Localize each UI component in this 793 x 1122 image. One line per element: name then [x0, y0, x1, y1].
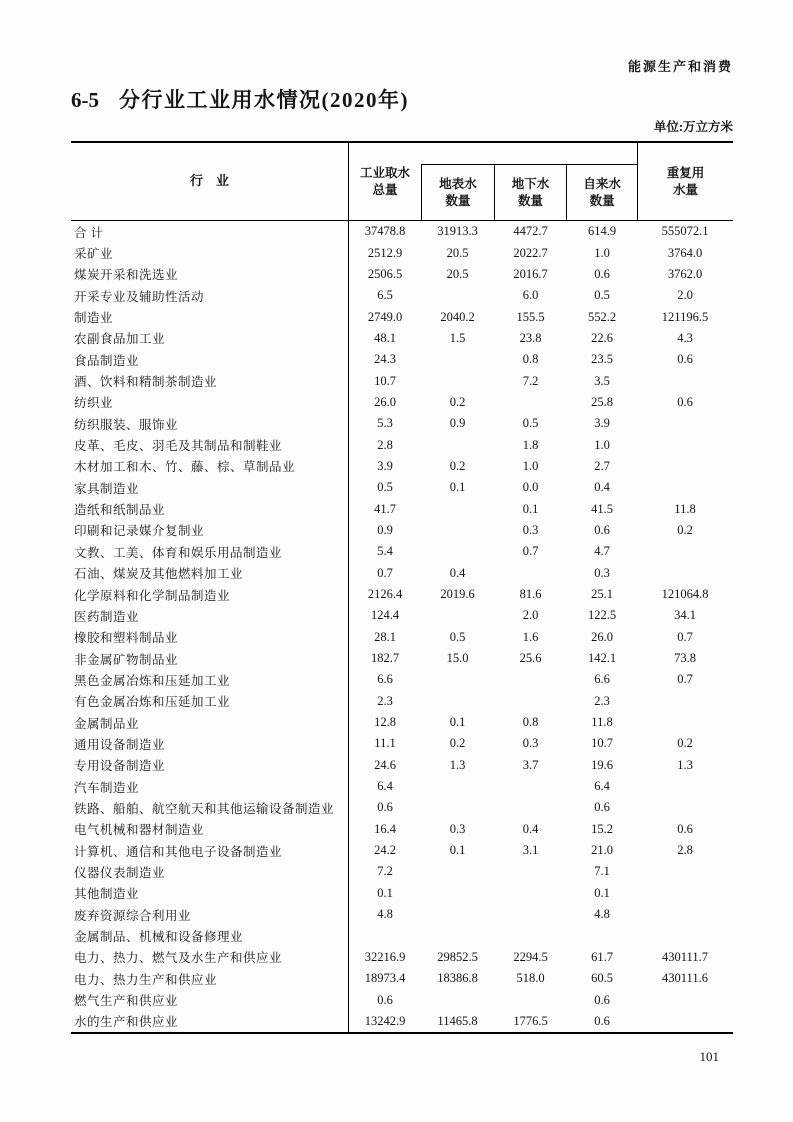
reused-water-cell: 73.8 [674, 651, 696, 666]
water-usage-table [71, 141, 733, 1034]
reused-water-cell [637, 691, 733, 712]
table-row [71, 328, 733, 349]
tap-water-cell: 0.5 [594, 288, 610, 303]
ground-water-cell: 3.7 [522, 757, 539, 772]
industry-name-cell: 家具制造业 [71, 477, 349, 498]
table-row [71, 627, 733, 648]
surface-water-cell [421, 776, 494, 797]
reused-water-cell: 0.7 [677, 629, 693, 644]
industry-name-cell: 纺织业 [71, 392, 349, 413]
surface-water-cell [421, 434, 494, 455]
total-withdrawal-cell: 0.6 [377, 800, 393, 815]
industry-name-cell: 纺织服装、服饰业 [71, 413, 349, 434]
ground-water-cell [494, 669, 567, 690]
industry-name-cell: 通用设备制造业 [71, 733, 349, 754]
industry-name-cell: 汽车制造业 [71, 776, 349, 797]
ground-water-cell [494, 797, 567, 818]
ground-water-cell: 0.4 [522, 821, 539, 836]
reused-water-cell [637, 1011, 733, 1032]
surface-water-cell [421, 925, 494, 946]
reused-water-cell [637, 413, 733, 434]
tap-water-cell: 25.8 [591, 394, 613, 409]
reused-water-cell [637, 883, 733, 904]
table-row [71, 242, 733, 263]
header-line: 自来水 [583, 177, 621, 192]
table-row [71, 755, 733, 776]
total-withdrawal-cell: 0.6 [377, 992, 393, 1007]
industry-name-cell: 金属制品、机械和设备修理业 [71, 925, 349, 946]
ground-water-cell: 0.3 [522, 522, 539, 537]
column-header-total-withdrawal [349, 143, 421, 220]
reused-water-cell: 11.8 [674, 501, 696, 516]
industry-name-cell: 有色金属冶炼和压延加工业 [71, 691, 349, 712]
ground-water-cell [494, 989, 567, 1010]
reused-water-cell [637, 712, 733, 733]
tap-water-cell: 2.7 [594, 458, 610, 473]
total-withdrawal-cell: 2512.9 [367, 245, 403, 260]
reused-water-cell [637, 456, 733, 477]
tap-water-cell: 61.7 [591, 949, 613, 964]
industry-name-cell: 煤炭开采和洗选业 [71, 264, 349, 285]
page-number: 101 [699, 1049, 719, 1065]
surface-water-cell: 31913.3 [437, 224, 478, 239]
reused-water-cell [637, 861, 733, 882]
surface-water-cell: 0.5 [449, 629, 466, 644]
tap-water-cell: 0.4 [594, 480, 610, 495]
ground-water-cell: 0.7 [522, 544, 539, 559]
column-header-tap-water [567, 165, 637, 220]
surface-water-cell [421, 605, 494, 626]
ground-water-cell: 23.8 [519, 330, 542, 345]
ground-water-cell: 0.1 [522, 501, 539, 516]
table-row [71, 498, 733, 519]
surface-water-cell: 1.3 [449, 757, 466, 772]
table-row [71, 456, 733, 477]
tap-water-cell: 10.7 [591, 736, 613, 751]
surface-water-cell: 29852.5 [437, 949, 478, 964]
total-withdrawal-cell: 0.7 [377, 565, 393, 580]
total-withdrawal-cell: 6.5 [377, 288, 393, 303]
ground-water-cell: 81.6 [519, 587, 542, 602]
total-withdrawal-cell: 2.3 [377, 693, 393, 708]
tap-water-cell: 11.8 [591, 715, 613, 730]
surface-water-cell [421, 541, 494, 562]
ground-water-cell: 7.2 [522, 373, 539, 388]
page-title [71, 86, 733, 114]
header-line: 数量 [517, 193, 543, 208]
header-line: 总量 [372, 182, 398, 197]
table-body [71, 221, 733, 1032]
total-withdrawal-cell: 6.4 [377, 779, 393, 794]
total-withdrawal-cell: 11.1 [374, 736, 396, 751]
table-row [71, 477, 733, 498]
ground-water-cell: 518.0 [516, 971, 545, 986]
table-row [71, 264, 733, 285]
surface-water-cell: 0.1 [449, 715, 466, 730]
industry-name-cell: 电气机械和器材制造业 [71, 819, 349, 840]
industry-name-cell: 印刷和记录媒介复制业 [71, 520, 349, 541]
surface-water-cell [421, 669, 494, 690]
total-withdrawal-cell: 26.0 [374, 394, 396, 409]
total-withdrawal-cell: 48.1 [374, 330, 396, 345]
tap-water-cell: 122.5 [587, 608, 617, 623]
surface-water-cell [421, 520, 494, 541]
ground-water-cell: 0.8 [522, 715, 539, 730]
reused-water-cell: 2.0 [677, 288, 693, 303]
ground-water-cell: 25.6 [519, 651, 542, 666]
table-row [71, 413, 733, 434]
table-title-text: 分行业工业用水情况(2020年) [119, 88, 409, 112]
column-header-surface-water [422, 165, 495, 220]
total-withdrawal-cell: 0.1 [377, 885, 393, 900]
table-row [71, 648, 733, 669]
ground-water-cell [494, 691, 567, 712]
reused-water-cell: 1.3 [677, 757, 693, 772]
table-row [71, 861, 733, 882]
industry-name-cell: 铁路、船舶、航空航天和其他运输设备制造业 [71, 797, 349, 818]
tap-water-cell: 21.0 [591, 843, 613, 858]
industry-name-cell: 电力、热力生产和供应业 [71, 968, 349, 989]
table-row [71, 691, 733, 712]
reused-water-cell: 0.7 [677, 672, 693, 687]
industry-name-cell: 农副食品加工业 [71, 328, 349, 349]
sub-column-group [421, 164, 637, 220]
industry-name-cell: 木材加工和木、竹、藤、棕、草制品业 [71, 456, 349, 477]
ground-water-cell: 1776.5 [513, 1013, 548, 1028]
industry-name-cell: 仪器仪表制造业 [71, 861, 349, 882]
tap-water-cell: 142.1 [587, 651, 617, 666]
tap-water-cell: 3.9 [594, 416, 610, 431]
table-row [71, 733, 733, 754]
tap-water-cell: 23.5 [591, 352, 613, 367]
table-row [71, 285, 733, 306]
ground-water-cell: 4472.7 [513, 224, 548, 239]
reused-water-cell: 2.8 [677, 843, 693, 858]
surface-water-cell [421, 370, 494, 391]
total-withdrawal-cell: 0.5 [377, 480, 393, 495]
reused-water-cell [637, 541, 733, 562]
surface-water-cell: 0.2 [449, 394, 466, 409]
ground-water-cell [494, 776, 567, 797]
table-row [71, 989, 733, 1010]
surface-water-cell [421, 989, 494, 1010]
tap-water-cell: 15.2 [591, 821, 613, 836]
header-line: 数量 [589, 193, 615, 208]
ground-water-cell: 6.0 [522, 288, 539, 303]
industry-name-cell: 合 计 [71, 221, 349, 242]
tap-water-cell: 3.5 [594, 373, 610, 388]
total-withdrawal-cell: 4.8 [377, 907, 393, 922]
tap-water-cell: 4.8 [594, 907, 610, 922]
tap-water-cell: 60.5 [591, 971, 613, 986]
table-row [71, 904, 733, 925]
total-withdrawal-cell: 2506.5 [367, 266, 403, 281]
reused-water-cell [637, 434, 733, 455]
industry-name-cell: 专用设备制造业 [71, 755, 349, 776]
total-withdrawal-cell: 24.2 [374, 843, 396, 858]
surface-water-cell: 18386.8 [437, 971, 478, 986]
surface-water-cell: 0.1 [449, 480, 466, 495]
total-withdrawal-cell: 28.1 [374, 629, 396, 644]
surface-water-cell: 20.5 [446, 245, 469, 260]
tap-water-cell: 19.6 [591, 757, 613, 772]
tap-water-cell: 552.2 [587, 309, 617, 324]
ground-water-cell: 0.3 [522, 736, 539, 751]
tap-water-cell: 25.1 [591, 587, 613, 602]
surface-water-cell: 0.9 [449, 416, 466, 431]
industry-name-cell: 化学原料和化学制品制造业 [71, 584, 349, 605]
surface-water-cell [421, 904, 494, 925]
total-withdrawal-cell: 18973.4 [364, 971, 406, 986]
table-row [71, 584, 733, 605]
surface-water-cell: 15.0 [446, 651, 469, 666]
tap-water-cell: 614.9 [587, 224, 617, 239]
tap-water-cell: 0.6 [594, 1013, 610, 1028]
industry-name-cell: 金属制品业 [71, 712, 349, 733]
ground-water-cell: 2016.7 [513, 266, 548, 281]
page-content [71, 58, 733, 1065]
industry-name-cell: 其他制造业 [71, 883, 349, 904]
tap-water-cell: 22.6 [591, 330, 613, 345]
total-withdrawal-cell [349, 925, 421, 946]
table-row [71, 563, 733, 584]
surface-water-cell [421, 285, 494, 306]
industry-name-cell: 开采专业及辅助性活动 [71, 285, 349, 306]
industry-name-cell: 食品制造业 [71, 349, 349, 370]
tap-water-cell: 26.0 [591, 629, 613, 644]
reused-water-cell [637, 925, 733, 946]
surface-water-cell: 2019.6 [440, 587, 475, 602]
ground-water-cell: 0.8 [522, 352, 539, 367]
ground-water-cell [494, 925, 567, 946]
total-withdrawal-cell: 24.6 [374, 757, 396, 772]
surface-water-cell: 20.5 [446, 266, 469, 281]
table-header [71, 143, 733, 221]
reused-water-cell: 3762.0 [667, 266, 703, 281]
industry-name-cell: 水的生产和供应业 [71, 1011, 349, 1032]
industry-name-cell: 酒、饮料和精制茶制造业 [71, 370, 349, 391]
reused-water-cell: 121064.8 [661, 587, 709, 602]
table-row [71, 520, 733, 541]
table-row [71, 434, 733, 455]
table-row [71, 925, 733, 946]
table-row [71, 819, 733, 840]
ground-water-cell: 2294.5 [513, 949, 548, 964]
total-withdrawal-cell: 124.4 [370, 608, 400, 623]
total-withdrawal-cell: 3.9 [377, 458, 393, 473]
surface-water-cell: 0.4 [449, 565, 466, 580]
total-withdrawal-cell: 12.8 [374, 715, 396, 730]
header-line: 数量 [445, 193, 471, 208]
surface-water-cell [421, 883, 494, 904]
table-row [71, 947, 733, 968]
tap-water-cell: 0.6 [594, 800, 610, 815]
reused-water-cell: 430111.7 [662, 949, 708, 964]
tap-water-cell: 0.6 [594, 266, 610, 281]
table-row [71, 541, 733, 562]
table-row [71, 883, 733, 904]
table-row [71, 712, 733, 733]
table-row [71, 306, 733, 327]
table-row [71, 797, 733, 818]
surface-water-cell [421, 349, 494, 370]
table-row [71, 968, 733, 989]
total-withdrawal-cell: 32216.9 [364, 949, 406, 964]
table-row [71, 1011, 733, 1032]
industry-name-cell: 橡胶和塑料制品业 [71, 627, 349, 648]
industry-name-cell: 造纸和纸制品业 [71, 498, 349, 519]
tap-water-cell: 6.6 [594, 672, 610, 687]
reused-water-cell: 34.1 [674, 608, 696, 623]
table-row [71, 669, 733, 690]
surface-water-cell [421, 797, 494, 818]
industry-name-cell: 计算机、通信和其他电子设备制造业 [71, 840, 349, 861]
table-row [71, 392, 733, 413]
industry-name-cell: 非金属矿物制品业 [71, 648, 349, 669]
table-row [71, 349, 733, 370]
header-line: 地下水 [511, 177, 550, 192]
table-row [71, 221, 733, 242]
reused-water-cell: 0.6 [677, 394, 693, 409]
total-withdrawal-cell: 7.2 [377, 864, 393, 879]
total-withdrawal-cell: 182.7 [370, 651, 400, 666]
ground-water-cell: 1.6 [522, 629, 539, 644]
header-line: 水量 [672, 182, 698, 197]
column-header-ground-water [495, 165, 568, 220]
industry-name-cell: 废弃资源综合利用业 [71, 904, 349, 925]
ground-water-cell: 0.5 [522, 416, 539, 431]
table-number: 6-5 [71, 88, 99, 112]
table-row [71, 370, 733, 391]
tap-water-cell: 1.0 [594, 245, 610, 260]
surface-water-cell: 11465.8 [437, 1013, 478, 1028]
total-withdrawal-cell: 10.7 [374, 373, 396, 388]
chapter-header: 能源生产和消费 [627, 59, 733, 74]
reused-water-cell: 4.3 [677, 330, 693, 345]
ground-water-cell: 2022.7 [513, 245, 548, 260]
ground-water-cell [494, 883, 567, 904]
surface-water-cell: 0.2 [449, 458, 466, 473]
reused-water-cell: 3764.0 [667, 245, 703, 260]
column-header-reused-water [637, 143, 733, 220]
reused-water-cell [637, 776, 733, 797]
ground-water-cell: 0.0 [522, 480, 539, 495]
surface-water-cell: 0.1 [449, 843, 466, 858]
tap-water-cell: 4.7 [594, 544, 610, 559]
reused-water-cell: 0.6 [677, 352, 693, 367]
total-withdrawal-cell: 0.9 [377, 522, 393, 537]
ground-water-cell: 1.8 [522, 437, 539, 452]
ground-water-cell [494, 904, 567, 925]
unit-label: 单位:万立方米 [653, 120, 733, 134]
ground-water-cell: 2.0 [522, 608, 539, 623]
table-row [71, 605, 733, 626]
industry-name-cell: 医药制造业 [71, 605, 349, 626]
industry-name-cell: 制造业 [71, 306, 349, 327]
tap-water-cell: 0.1 [594, 885, 610, 900]
surface-water-cell [421, 861, 494, 882]
surface-water-cell: 2040.2 [440, 309, 475, 324]
surface-water-cell: 1.5 [449, 330, 466, 345]
ground-water-cell: 3.1 [522, 843, 539, 858]
header-line: 工业取水 [359, 166, 410, 181]
reused-water-cell: 0.6 [677, 821, 693, 836]
surface-water-cell [421, 691, 494, 712]
reused-water-cell [637, 797, 733, 818]
ground-water-cell: 1.0 [522, 458, 539, 473]
reused-water-cell [637, 477, 733, 498]
column-header-industry: 行 业 [71, 143, 349, 220]
total-withdrawal-cell: 13242.9 [364, 1013, 406, 1028]
tap-water-cell [567, 925, 637, 946]
tap-water-cell: 6.4 [594, 779, 610, 794]
total-withdrawal-cell: 41.7 [374, 501, 396, 516]
industry-name-cell: 皮革、毛皮、羽毛及其制品和制鞋业 [71, 434, 349, 455]
tap-water-cell: 0.3 [594, 565, 610, 580]
ground-water-cell [494, 563, 567, 584]
industry-name-cell: 文教、工美、体育和娱乐用品制造业 [71, 541, 349, 562]
tap-water-cell: 0.6 [594, 522, 610, 537]
total-withdrawal-cell: 2.8 [377, 437, 393, 452]
table-row [71, 840, 733, 861]
reused-water-cell [637, 904, 733, 925]
ground-water-cell [494, 861, 567, 882]
total-withdrawal-cell: 24.3 [374, 352, 396, 367]
industry-name-cell: 黑色金属冶炼和压延加工业 [71, 669, 349, 690]
ground-water-cell [494, 392, 567, 413]
industry-name-cell: 石油、煤炭及其他燃料加工业 [71, 563, 349, 584]
header-line: 重复用 [666, 166, 705, 181]
surface-water-cell: 0.2 [449, 736, 466, 751]
table-row [71, 776, 733, 797]
industry-name-cell: 采矿业 [71, 242, 349, 263]
reused-water-cell: 121196.5 [661, 309, 709, 324]
total-withdrawal-cell: 6.6 [377, 672, 393, 687]
reused-water-cell: 430111.6 [662, 971, 708, 986]
total-withdrawal-cell: 16.4 [374, 821, 396, 836]
total-withdrawal-cell: 2126.4 [367, 587, 403, 602]
industry-name-cell: 电力、热力、燃气及水生产和供应业 [71, 947, 349, 968]
reused-water-cell: 0.2 [677, 522, 693, 537]
tap-water-cell: 2.3 [594, 693, 610, 708]
header-line: 地表水 [439, 177, 477, 192]
surface-water-cell [421, 498, 494, 519]
total-withdrawal-cell: 2749.0 [367, 309, 403, 324]
ground-water-cell: 155.5 [516, 309, 545, 324]
reused-water-cell: 0.2 [677, 736, 693, 751]
total-withdrawal-cell: 37478.8 [364, 224, 406, 239]
tap-water-cell: 41.5 [591, 501, 613, 516]
total-withdrawal-cell: 5.3 [377, 416, 393, 431]
tap-water-cell: 1.0 [594, 437, 610, 452]
tap-water-cell: 0.6 [594, 992, 610, 1007]
surface-water-cell: 0.3 [449, 821, 466, 836]
reused-water-cell [637, 370, 733, 391]
tap-water-cell: 7.1 [594, 864, 610, 879]
reused-water-cell [637, 563, 733, 584]
reused-water-cell [637, 989, 733, 1010]
total-withdrawal-cell: 5.4 [377, 544, 393, 559]
reused-water-cell: 555072.1 [661, 224, 709, 239]
industry-name-cell: 燃气生产和供应业 [71, 989, 349, 1010]
